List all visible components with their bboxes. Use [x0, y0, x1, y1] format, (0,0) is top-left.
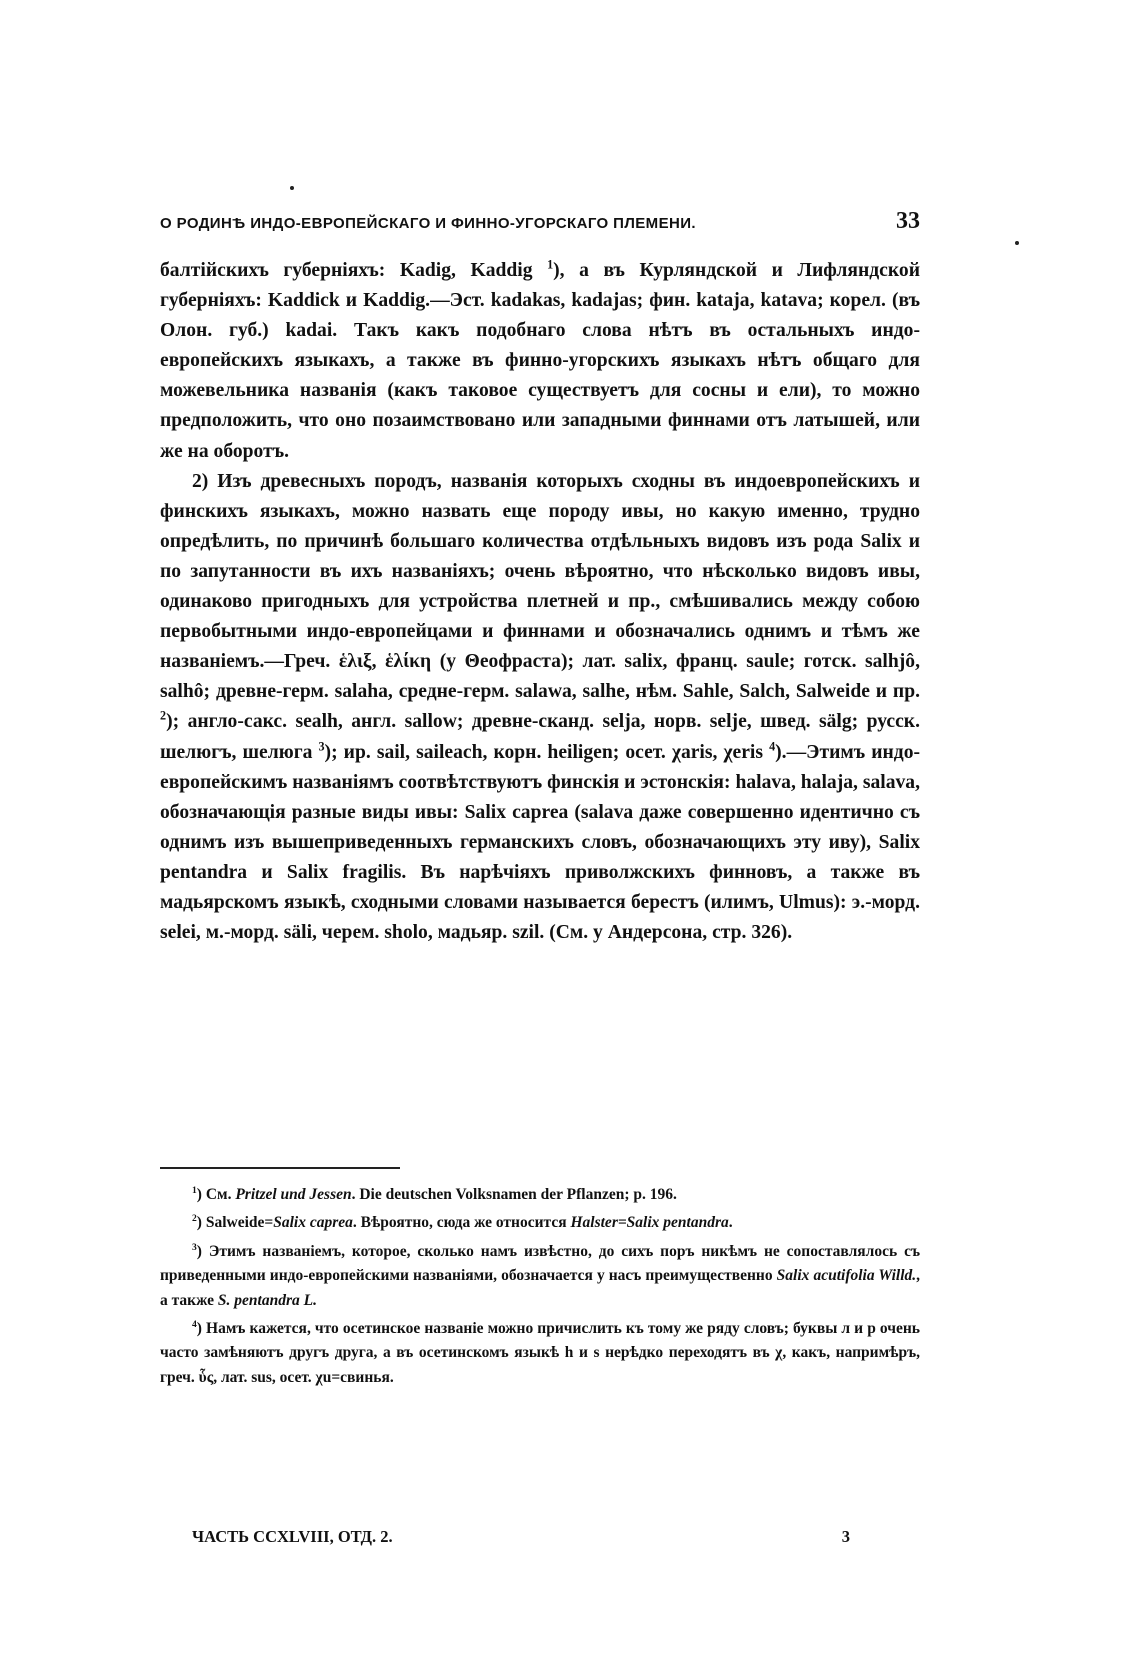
part-label: ЧАСТЬ CCXLVIII, ОТД. 2.: [192, 1527, 393, 1546]
print-speck: [290, 186, 294, 190]
page-number: 33: [896, 208, 920, 234]
footnotes: [160, 1183, 920, 1394]
footnote-ref-1: 1: [547, 257, 554, 272]
footnote-4: $^4$) Намъ кажется, что осетинское названіе можно причислить къ тому же ряду словъ; буквы л и р очень часто замѣняютъ другъ друга, а въ осетинскомъ языкѣ h и s нерѣдко переходятъ въ χ, какъ, напримѣръ, греч. ὗς, лат. sus, осет. χu=свинья.: [160, 1318, 920, 1386]
printer-signature: [192, 1527, 850, 1547]
footnote-rule: [160, 1167, 400, 1169]
footnote-2: $^2$) Salweide=Salix caprea. Вѣроятно, сюда же относится Halster=Salix pentandra.: [192, 1213, 733, 1232]
sheet-number: 3: [841, 1527, 850, 1546]
paragraph-2: 2) Изъ древесныхъ породъ, названія которыхъ сходны въ индоевропейскихъ и финскихъ языкахъ, можно назвать еще породу ивы, но какую именно, трудно опредѣлить, по причинѣ большаго количества отдѣльныхъ видовъ изъ рода Salix и по запутанности въ ихъ названіяхъ; очень вѣроятно, что нѣсколько видовъ ивы, одинаково пригодныхъ для устройства плетней и пр., смѣшивались между собою первобытными индо-европейцами и финнами и обозначались однимъ и тѣмъ же названіемъ.—Греч. ἑλιξ, ἑλίκη (у Θеофраста); лат. salix, франц. saule; готск. salhjô, salhô; древне-герм. salaha, средне-герм. salawa, salhe, нѣм. Sahle, Salch, Salweide и пр. $^2$); англо-сакс. sealh, англ. sallow; древне-сканд. selja, норв. selje, швед. sälg; русск. шелюгъ, шелюга $^3$); ир. sail, saileach, корн. heiligen; осет. χaris, χeris $^4$).—Этимъ индо-европейскимъ названіямъ соотвѣтствуютъ финскія и эстонскія: halava, halaja, salava, обозначающія разные виды ивы: Salix caprea (salava даже совершенно идентично съ однимъ изъ вышеприведенныхъ германскихъ словъ, обозначающихъ эту иву), Salix pentandra и Salix fragilis. Въ нарѣчіяхъ приволжскихъ финновъ, а также въ мадьярскомъ языкѣ, сходными словами называется берестъ (илимъ, Ulmus): э.-морд. selei, м.-морд. säli, черем. sholo, мадьяр. szil. (См. у Андерсона, стр. 326).: [160, 470, 921, 944]
running-head: [160, 208, 920, 238]
footnote-ref-3: 3: [318, 738, 325, 753]
body-text: [160, 256, 920, 948]
footnote-ref-4: 4: [769, 738, 776, 753]
footnote-3: $^3$) Этимъ названіемъ, которое, сколько намъ извѣстно, до сихъ поръ никѣмъ не сопоставлялось съ приведенными индо-европейскими названіями, обозначается у насъ преимущественно Salix acutifolia Willd., а также S. pentandra L.: [160, 1241, 920, 1309]
footnote-1: $^1$) См. Pritzel und Jessen. Die deutschen Volksnamen der Pflanzen; p. 196.: [192, 1184, 677, 1203]
running-title: О РОДИНѢ ИНДО-ЕВРОПЕЙСКАГО И ФИННО-УГОРСКАГО ПЛЕМЕНИ.: [160, 215, 696, 232]
print-speck: [1015, 241, 1019, 245]
footnote-ref-2: 2: [160, 708, 167, 723]
paragraph-1: балтійскихъ губерніяхъ: Kadig, Kaddig $^1$), а въ Курляндской и Лифляндской губерніяхъ: Kaddick и Kaddig.—Эст. kadakas, kadajas; фин. kataja, katava; корел. (въ Олон. губ.) kadai. Такъ какъ подобнаго слова нѣтъ въ остальныхъ индо-европейскихъ языкахъ, а также въ финно-угорскихъ языкахъ нѣтъ общаго для можевельника названія (какъ таковое существуетъ для сосны и ели), то можно предположить, что оно позаимствовано или западными финнами отъ латышей, или же на оборотъ.: [160, 257, 920, 462]
